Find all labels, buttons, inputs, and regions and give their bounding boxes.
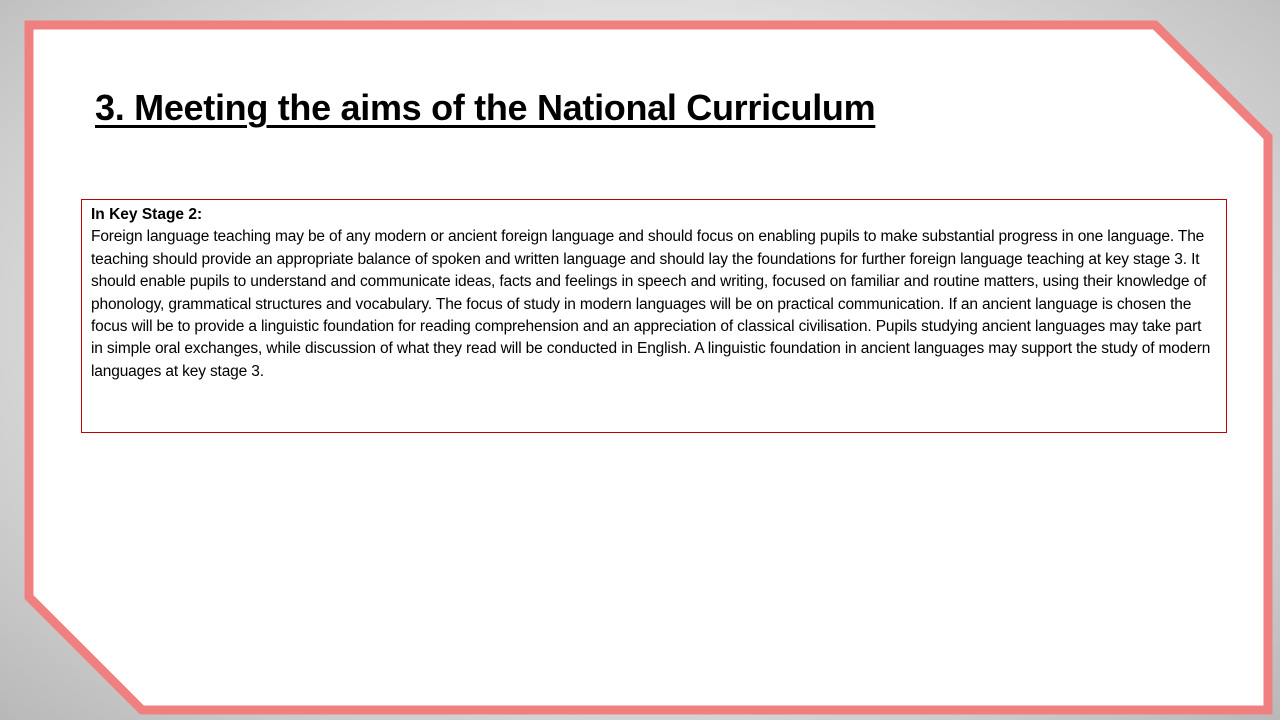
content-body: Foreign language teaching may be of any modern or ancient foreign language and should focus on enabling pupils to make substantial progress in one language. The teaching should provide an appropriate balance of spoken and written language and should lay the foundations for further foreign language teaching at key stage 3. It should enable pupils to understand and communicate ideas, facts and feelings in speech and writing, focused on familiar and routine matters, using their knowledge of phonology, grammatical structures and vocabulary. The focus of study in modern languages will be on practical communication. If an ancient language is chosen the focus will be to provide a linguistic foundation for reading comprehension and an appreciation of classical civilisation. Pupils studying ancient languages may take part in simple oral exchanges, while discussion of what they read will be conducted in English. A linguistic foundation in ancient languages may support the study of modern languages at key stage 3. bbox=[91, 228, 1211, 380]
content-heading: In Key Stage 2: bbox=[91, 206, 203, 223]
slide-title: 3. Meeting the aims of the National Curriculum bbox=[95, 87, 876, 128]
content-box bbox=[81, 199, 1227, 433]
